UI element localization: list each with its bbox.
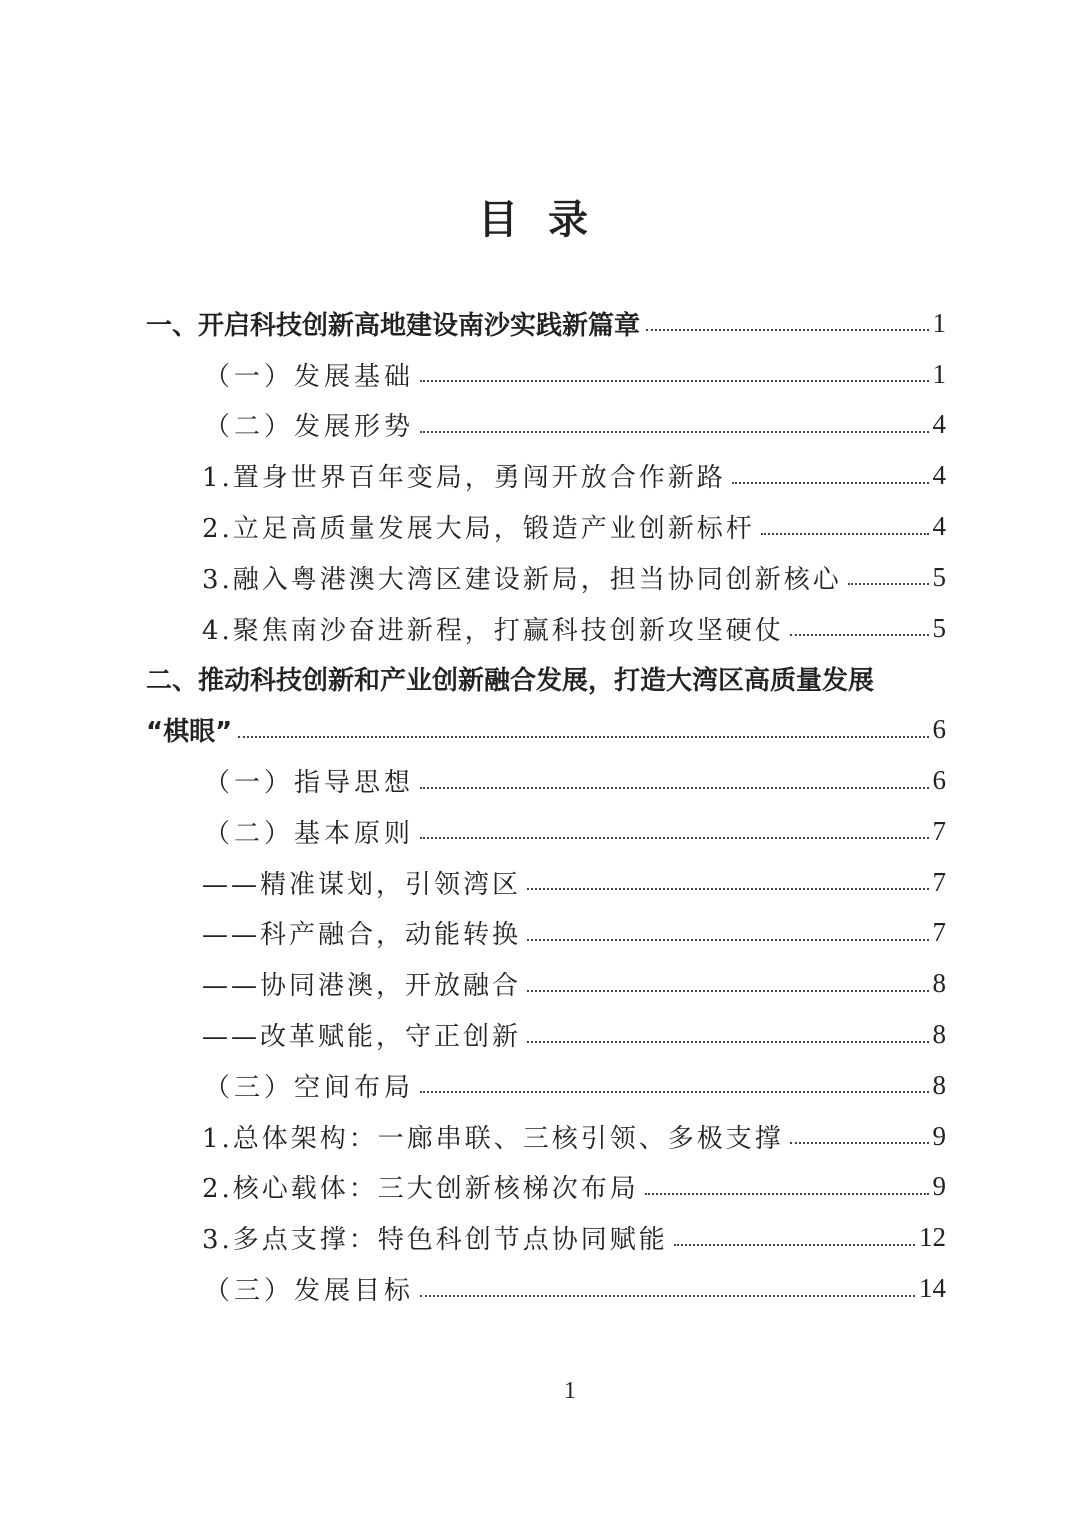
toc-entry[interactable] [146, 1212, 946, 1263]
toc-entry-page: 4 [932, 511, 946, 542]
toc-entry-page: 4 [932, 460, 946, 491]
toc-entry-title: ——改革赋能，守正创新 [202, 1022, 522, 1053]
dot-leader [790, 634, 929, 636]
toc-entry-title: （二）基本原则 [204, 818, 415, 849]
toc-entry-title: （一）发展基础 [204, 361, 415, 392]
toc-entry-page: 6 [932, 714, 946, 745]
toc-entry[interactable] [146, 908, 946, 959]
toc-entry-title: 2.立足高质量发展大局，锻造产业创新标杆 [202, 514, 755, 545]
toc-entry-page: 7 [932, 815, 946, 846]
toc-entry-page: 12 [919, 1222, 946, 1253]
toc-entry-title: 3.多点支撑：特色科创节点协同赋能 [202, 1225, 668, 1256]
toc-entry[interactable] [146, 755, 946, 806]
toc-entry-title: 一、开启科技创新高地建设南沙实践新篇章 [146, 310, 641, 341]
dot-leader [420, 431, 928, 433]
table-of-contents [146, 298, 946, 1314]
toc-entry[interactable] [146, 1060, 946, 1111]
toc-entry[interactable] [146, 654, 946, 705]
dot-leader [674, 1244, 915, 1246]
dot-leader [527, 990, 928, 992]
toc-entry[interactable] [146, 1162, 946, 1213]
toc-entry[interactable] [146, 704, 946, 755]
toc-entry-title: （一）指导思想 [204, 768, 415, 799]
toc-entry[interactable] [146, 349, 946, 400]
dot-leader [420, 837, 928, 839]
page-number: 1 [564, 1378, 576, 1404]
toc-entry-page: 1 [932, 358, 946, 389]
toc-entry[interactable] [146, 450, 946, 501]
dot-leader [527, 1041, 928, 1043]
toc-entry-page: 7 [932, 917, 946, 948]
dot-leader [761, 533, 929, 535]
toc-entry[interactable] [146, 298, 946, 349]
dot-leader [420, 1295, 915, 1297]
toc-entry[interactable] [146, 1009, 946, 1060]
toc-entry-page: 8 [932, 968, 946, 999]
toc-entry[interactable] [146, 806, 946, 857]
dot-leader [238, 736, 928, 738]
toc-entry-page: 7 [932, 866, 946, 897]
toc-entry-page: 1 [932, 307, 946, 338]
dot-leader [645, 1193, 929, 1195]
toc-entry[interactable] [146, 1263, 946, 1314]
toc-entry[interactable] [146, 501, 946, 552]
toc-entry-title: ——精准谋划，引领湾区 [202, 869, 522, 900]
toc-entry-page: 9 [932, 1120, 946, 1151]
toc-entry-title: （三）发展目标 [204, 1276, 415, 1307]
toc-entry-title: （三）空间布局 [204, 1072, 415, 1103]
toc-entry[interactable] [146, 552, 946, 603]
toc-entry-title: “棋眼” [146, 717, 233, 748]
dot-leader [646, 329, 928, 331]
toc-entry-title: ——协同港澳，开放融合 [202, 971, 522, 1002]
toc-entry[interactable] [146, 1111, 946, 1162]
dot-leader [420, 787, 928, 789]
dot-leader [732, 482, 929, 484]
toc-entry-title: 二、推动科技创新和产业创新融合发展，打造大湾区高质量发展 [146, 666, 875, 697]
toc-entry-title: ——科产融合，动能转换 [202, 920, 522, 951]
toc-entry-page: 4 [932, 409, 946, 440]
dot-leader [527, 888, 928, 890]
dot-leader [790, 1142, 929, 1144]
page-title: 目录 [478, 196, 618, 243]
dot-leader [420, 380, 928, 382]
toc-entry-page: 5 [932, 561, 946, 592]
toc-entry[interactable] [146, 603, 946, 654]
toc-entry-page: 9 [932, 1171, 946, 1202]
toc-entry-title: 1.总体架构：一廊串联、三核引领、多极支撑 [202, 1123, 784, 1154]
toc-entry-title: 1.置身世界百年变局，勇闯开放合作新路 [202, 463, 726, 494]
toc-entry-title: 3.融入粤港澳大湾区建设新局，担当协同创新核心 [202, 564, 842, 595]
toc-entry[interactable] [146, 958, 946, 1009]
toc-entry-page: 8 [932, 1069, 946, 1100]
dot-leader [420, 1091, 928, 1093]
dot-leader [527, 939, 928, 941]
dot-leader [848, 583, 929, 585]
toc-entry-title: 2.核心载体：三大创新核梯次布局 [202, 1174, 639, 1205]
toc-entry-page: 14 [919, 1273, 946, 1304]
toc-entry[interactable] [146, 857, 946, 908]
toc-entry-page: 8 [932, 1019, 946, 1050]
toc-entry-title: （二）发展形势 [204, 412, 415, 443]
toc-entry-page: 5 [932, 612, 946, 643]
toc-entry[interactable] [146, 400, 946, 451]
toc-entry-page: 6 [932, 765, 946, 796]
toc-entry-title: 4.聚焦南沙奋进新程，打赢科技创新攻坚硬仗 [202, 615, 784, 646]
